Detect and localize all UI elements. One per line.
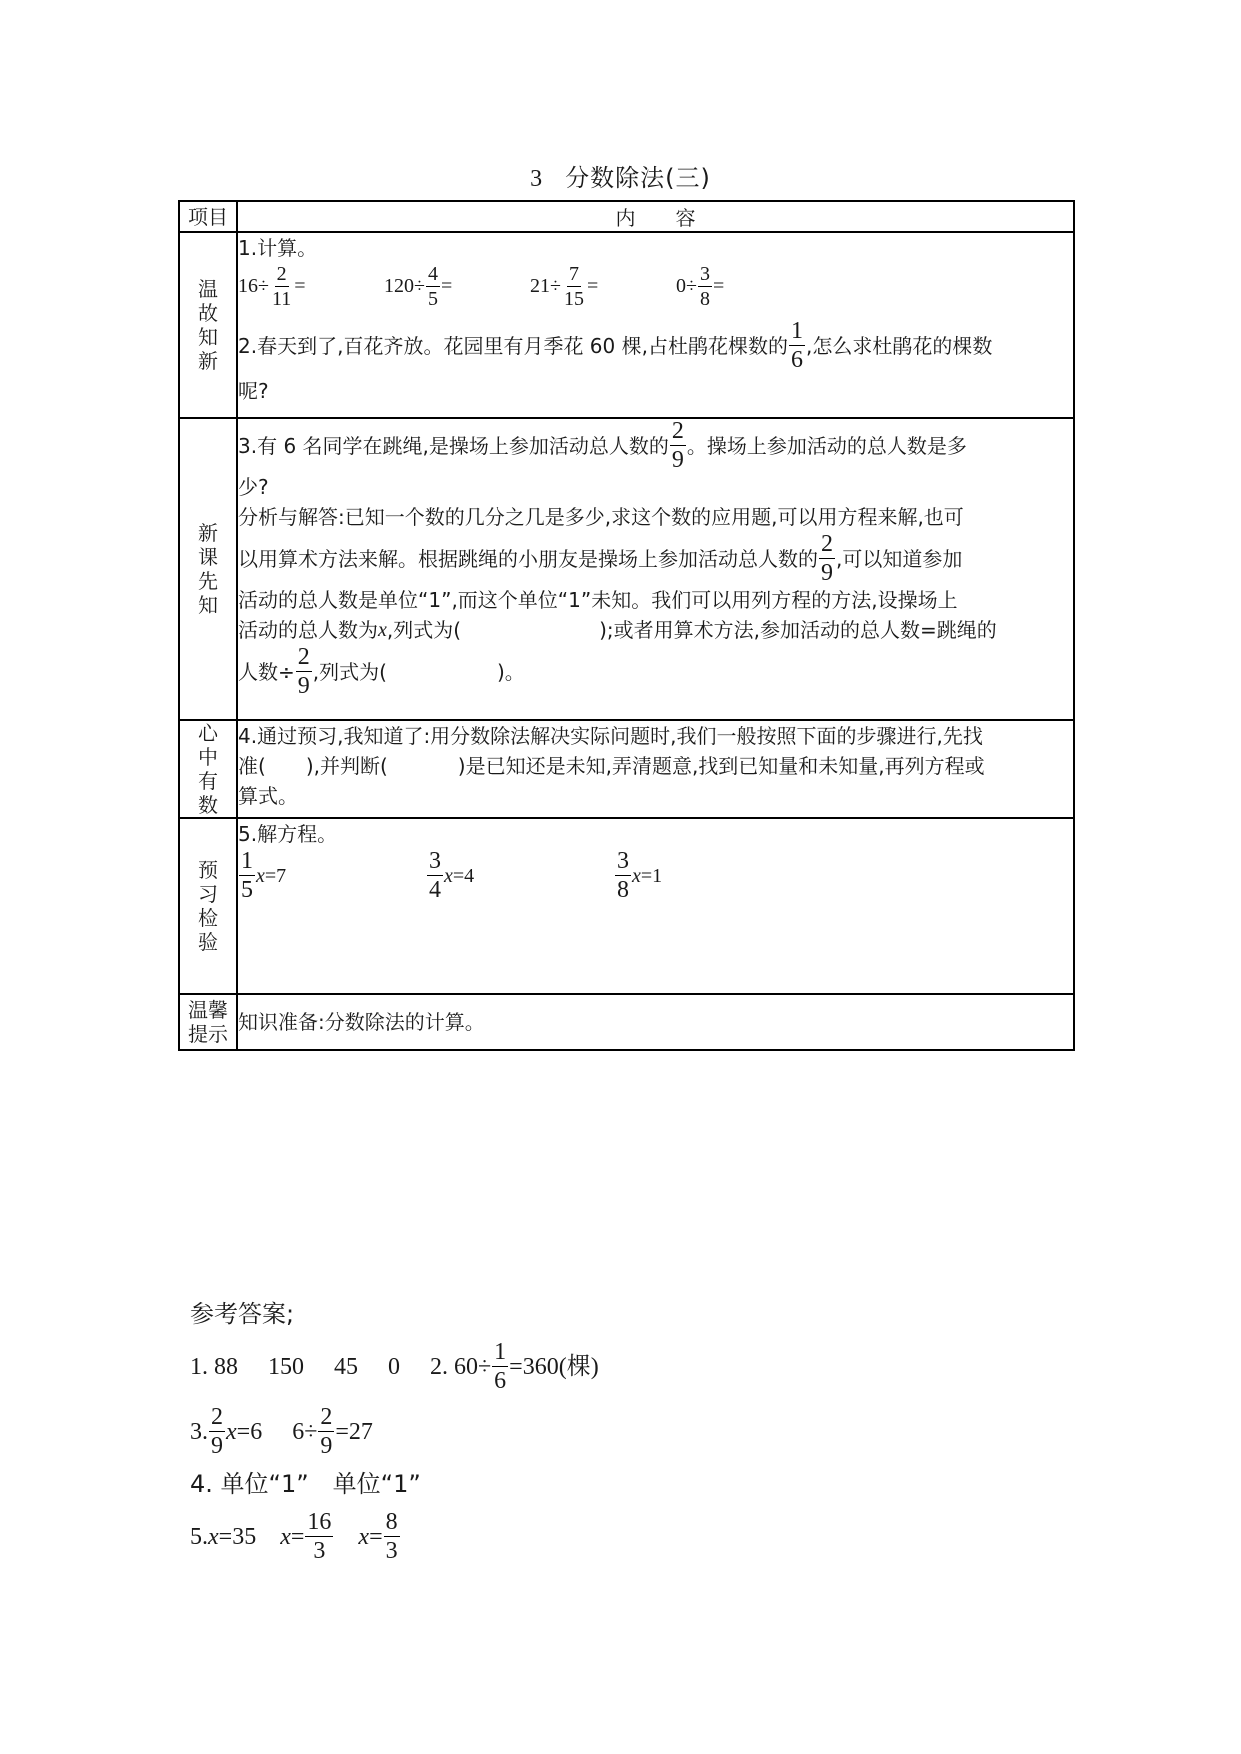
fraction xyxy=(562,264,586,309)
title-number: 3 xyxy=(530,166,544,192)
denominator: 6 xyxy=(494,1368,507,1394)
denominator: 8 xyxy=(699,287,710,310)
denominator: 6 xyxy=(790,347,803,373)
numerator: 7 xyxy=(568,262,579,285)
category-char: 习 xyxy=(198,882,218,906)
analysis-text: )。 xyxy=(496,659,525,684)
answer-key xyxy=(190,1300,599,1575)
numerator: 3 xyxy=(429,848,441,874)
analysis-text: ,列式为( xyxy=(312,659,387,684)
category-mind xyxy=(179,720,237,818)
numerator: 2 xyxy=(671,418,684,444)
fraction xyxy=(384,1510,400,1563)
q3-line1 xyxy=(238,419,1073,472)
fraction xyxy=(209,1405,225,1458)
fraction xyxy=(305,1510,333,1563)
category-char: 提示 xyxy=(188,1022,228,1046)
numerator: 2 xyxy=(211,1404,223,1430)
q1-item xyxy=(384,264,530,309)
category-char: 数 xyxy=(198,793,218,817)
fraction xyxy=(789,319,805,372)
answers-heading: 参考答案; xyxy=(190,1300,295,1328)
preview-content xyxy=(237,818,1074,994)
answer-5 xyxy=(190,1510,599,1563)
answer-1-2 xyxy=(190,1340,599,1393)
equals-sign: = xyxy=(294,275,306,297)
q2-line1 xyxy=(238,319,1073,372)
fraction xyxy=(426,264,440,309)
category-char: 有 xyxy=(198,769,218,793)
category-char: 新 xyxy=(198,521,218,545)
answer-4: 4. 单位“1” 单位“1” xyxy=(190,1470,421,1498)
numerator: 2 xyxy=(276,262,287,285)
fraction xyxy=(239,849,255,902)
analysis-text-after: ,可以知道参加 xyxy=(836,546,963,571)
mind-line3: 算式。 xyxy=(238,784,298,808)
header-item: 项目 xyxy=(179,201,237,232)
answer-3 xyxy=(190,1405,599,1458)
numerator: 2 xyxy=(320,1404,333,1430)
answer-text: 1. 88 150 45 0 2. 60÷ xyxy=(190,1353,492,1380)
q1-item-prefix: 16÷ xyxy=(238,275,269,297)
category-char: 验 xyxy=(198,930,218,954)
q1-label: 1.计算。 xyxy=(238,236,318,260)
category-char: 中 xyxy=(198,745,218,769)
category-char: 知 xyxy=(198,325,218,349)
analysis-text: 人数÷ xyxy=(238,659,295,684)
denominator: 3 xyxy=(313,1538,326,1564)
q1-item xyxy=(676,264,724,309)
mind-line1: 4.通过预习,我知道了:用分数除法解决实际问题时,我们一般按照下面的步骤进行,先找 xyxy=(238,724,983,748)
row-new-lesson xyxy=(179,418,1074,720)
mind-content xyxy=(237,720,1074,818)
fraction xyxy=(296,645,312,698)
denominator: 9 xyxy=(297,673,310,699)
mind-text: )是已知还是未知,弄清题意,找到已知量和未知量,再列方程或 xyxy=(457,754,985,778)
numerator: 1 xyxy=(790,318,803,344)
category-char: 课 xyxy=(198,545,218,569)
variable-x: x xyxy=(226,1418,237,1445)
variable-x: x xyxy=(208,1523,219,1550)
denominator: 11 xyxy=(271,287,292,310)
header-content: 内 容 xyxy=(237,201,1074,232)
fraction xyxy=(427,849,443,902)
analysis-text: ,列式为( xyxy=(386,618,462,642)
worksheet-table xyxy=(178,200,1075,1051)
equation xyxy=(238,849,426,902)
answer-text: =35 xyxy=(218,1523,281,1550)
denominator: 8 xyxy=(617,877,629,903)
equation-rhs: =4 xyxy=(452,864,475,887)
equation-rhs: =1 xyxy=(640,864,663,887)
denominator: 15 xyxy=(563,287,584,310)
fraction xyxy=(492,1340,508,1393)
category-char: 先 xyxy=(198,569,218,593)
equals-sign: = xyxy=(440,275,453,297)
fraction xyxy=(615,849,631,902)
q3-text: 3.有 6 名同学在跳绳,是操场上参加活动总人数的 xyxy=(238,433,669,458)
analysis-text: );或者用算术方法,参加活动的总人数=跳绳的 xyxy=(599,618,997,642)
variable-x: x xyxy=(632,864,641,887)
numerator: 16 xyxy=(307,1509,332,1535)
denominator: 9 xyxy=(821,560,833,586)
analysis-line3: 活动的总人数是单位“1”,而这个单位“1”未知。我们可以用列方程的方法,设操场上 xyxy=(238,588,958,612)
row-review xyxy=(179,232,1074,418)
analysis-text: 活动的总人数为 xyxy=(238,618,378,642)
analysis-text: 以用算术方法来解。根据跳绳的小朋友是操场上参加活动总人数的 xyxy=(238,546,818,571)
denominator: 5 xyxy=(427,287,438,310)
fraction xyxy=(670,419,686,472)
review-content xyxy=(237,232,1074,418)
fraction xyxy=(819,532,835,585)
equation xyxy=(426,849,614,902)
denominator: 9 xyxy=(211,1433,223,1459)
q2-line2: 呢? xyxy=(238,379,269,403)
variable-x: x xyxy=(256,864,265,887)
row-preview xyxy=(179,818,1074,994)
table-header-row xyxy=(179,201,1074,232)
equals-sign: = xyxy=(712,275,725,297)
equation-rhs: =7 xyxy=(264,864,287,887)
denominator: 9 xyxy=(671,447,684,473)
numerator: 4 xyxy=(427,262,438,285)
analysis-line5 xyxy=(238,645,1073,698)
denominator: 3 xyxy=(385,1538,398,1564)
category-char: 心 xyxy=(198,721,218,745)
row-tip xyxy=(179,994,1074,1050)
category-preview xyxy=(179,818,237,994)
page-title xyxy=(0,158,1241,193)
answer-text: =27 xyxy=(335,1418,373,1445)
numerator: 2 xyxy=(297,644,310,670)
analysis-line4 xyxy=(238,615,1073,645)
denominator: 5 xyxy=(241,877,253,903)
numerator: 3 xyxy=(617,848,629,874)
mind-text: 准( xyxy=(238,754,266,778)
spacer-text xyxy=(334,1523,358,1551)
denominator: 4 xyxy=(429,877,441,903)
category-char: 新 xyxy=(198,349,218,373)
row-mind xyxy=(179,720,1074,818)
category-char: 检 xyxy=(198,906,218,930)
category-char: 知 xyxy=(198,593,218,617)
analysis-line2 xyxy=(238,532,1073,585)
q1-item xyxy=(530,264,676,309)
answer-text: =360(棵) xyxy=(509,1353,599,1380)
fraction xyxy=(318,1405,334,1458)
mind-text: ),并判断( xyxy=(305,754,388,778)
equals-sign: = xyxy=(586,275,599,297)
equation xyxy=(614,849,662,902)
fraction xyxy=(270,264,293,309)
q1-item-prefix: 120÷ xyxy=(384,275,425,297)
numerator: 1 xyxy=(241,848,253,874)
category-new-lesson xyxy=(179,418,237,720)
numerator: 8 xyxy=(385,1509,398,1535)
category-char: 故 xyxy=(198,301,218,325)
q1-item-prefix: 0÷ xyxy=(676,275,697,297)
variable-x: x xyxy=(280,1523,291,1550)
fraction xyxy=(698,264,712,309)
answer-text: =6 6÷ xyxy=(236,1418,318,1445)
numerator: 3 xyxy=(699,262,710,285)
answer-text: = xyxy=(369,1523,383,1550)
q3-text-after: 。操场上参加活动的总人数是多 xyxy=(686,433,967,458)
category-char: 温馨 xyxy=(188,998,228,1022)
category-char: 温 xyxy=(198,277,218,301)
category-tip xyxy=(179,994,237,1050)
numerator: 1 xyxy=(494,1339,507,1365)
answer-text: 5. xyxy=(190,1523,208,1550)
variable-x: x xyxy=(378,619,387,641)
q1-item-prefix: 21÷ xyxy=(530,275,561,297)
q5-label: 5.解方程。 xyxy=(238,822,338,846)
new-lesson-content xyxy=(237,418,1074,720)
q1-items xyxy=(238,263,1073,309)
q2-text: 2.春天到了,百花齐放。花园里有月季花 60 棵,占杜鹃花棵数的 xyxy=(238,333,788,358)
tip-content: 知识准备:分数除法的计算。 xyxy=(237,994,1074,1050)
numerator: 2 xyxy=(821,531,833,557)
variable-x: x xyxy=(358,1523,370,1550)
category-char: 预 xyxy=(198,858,218,882)
denominator: 9 xyxy=(320,1433,333,1459)
q3-line2: 少? xyxy=(238,475,269,499)
q2-text-after: ,怎么求杜鹃花的棵数 xyxy=(805,333,993,358)
category-review xyxy=(179,232,237,418)
analysis-line1: 分析与解答:已知一个数的几分之几是多少,求这个数的应用题,可以用方程来解,也可 xyxy=(238,505,964,529)
q5-equations xyxy=(238,849,1073,902)
answer-text: 3. xyxy=(190,1418,208,1445)
variable-x: x xyxy=(444,864,453,887)
q1-item xyxy=(238,264,384,309)
answer-text: = xyxy=(290,1523,305,1550)
title-text: 分数除法(三) xyxy=(565,164,711,192)
mind-line2 xyxy=(238,751,1073,781)
